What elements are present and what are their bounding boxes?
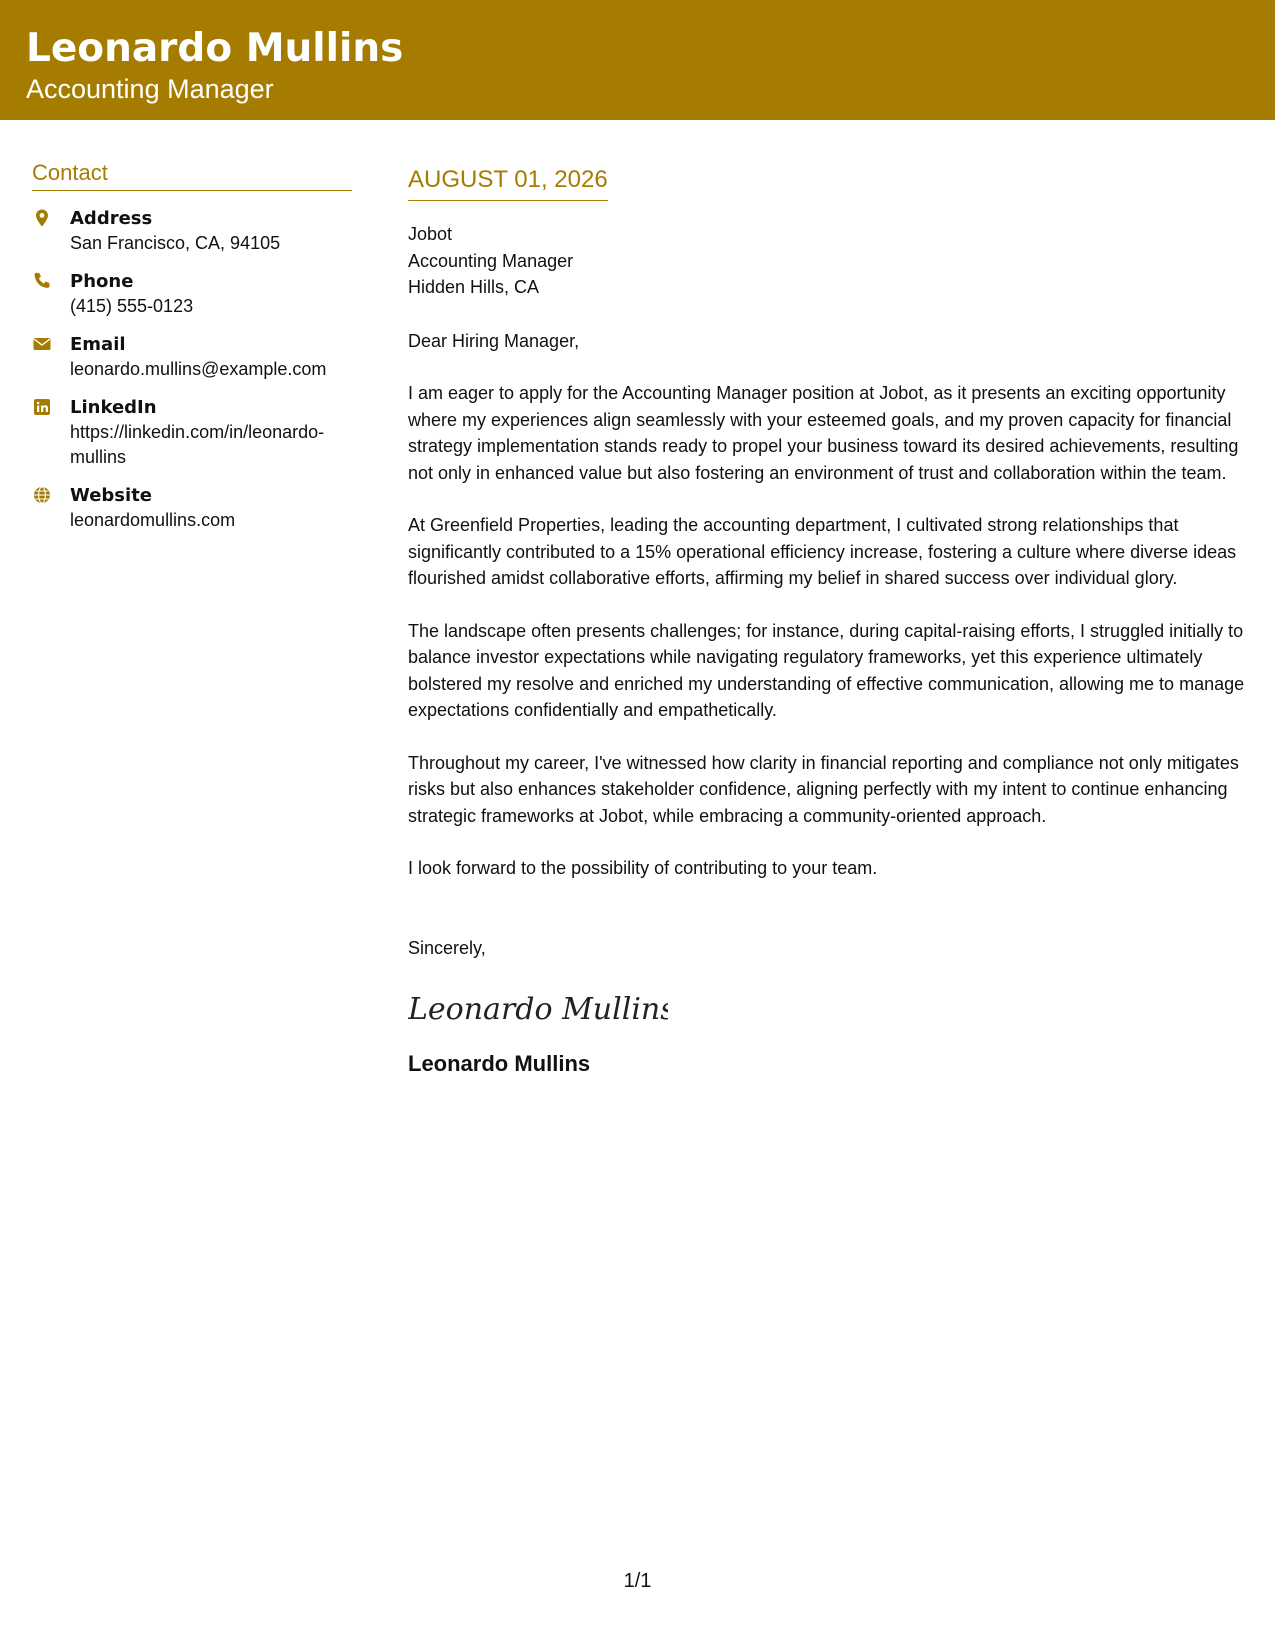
body-paragraph: The landscape often presents challenges; for instance, during capital-raising efforts, I struggled initially to balance investor expectations while navigating regulatory frameworks, yet this experience ultimately bolstered my resolve and enriched my understanding of effective communication, allowing me to manage expectations confidentially and empathetically. <box>408 620 1245 720</box>
linkedin-icon <box>32 396 70 470</box>
letter-date: AUGUST 01, 2026 <box>408 165 608 201</box>
recipient-location: Hidden Hills, CA <box>408 277 540 297</box>
contact-value: San Francisco, CA, 94105 <box>70 233 281 253</box>
signature-text: Leonardo Mullins <box>408 992 668 1027</box>
salutation: Dear Hiring Manager, <box>408 330 580 351</box>
signature-image <box>408 983 1253 1033</box>
contact-value: leonardomullins.com <box>70 510 236 530</box>
contact-section-title: Contact <box>32 160 352 191</box>
contact-item-email <box>32 333 352 382</box>
contact-value: (415) 555-0123 <box>70 296 194 316</box>
contact-sidebar <box>32 160 352 547</box>
recipient-position: Accounting Manager <box>408 250 574 271</box>
body-paragraph: Throughout my career, I've witnessed how clarity in financial reporting and compliance not only mitigates risks but also enhances stakeholder confidence, aligning perfectly with my intent to continue enhancing strategic frameworks at Jobot, while embracing a community-oriented approach. <box>408 752 1239 826</box>
body-paragraph: At Greenfield Properties, leading the accounting department, I cultivated strong relationships that significantly contributed to a 15% operational efficiency increase, fostering a culture where diverse ideas flourished amidst collaborative efforts, affirming my belief in shared success over individual glory. <box>408 515 1237 588</box>
contact-label: Address <box>70 208 153 229</box>
contact-item-address <box>32 207 352 256</box>
contact-label: Email <box>70 334 126 355</box>
applicant-name: Leonardo Mullins <box>26 26 404 71</box>
recipient-company: Jobot <box>408 224 453 244</box>
closing: Sincerely, <box>408 937 486 958</box>
map-pin-icon <box>32 207 70 256</box>
signer-name: Leonardo Mullins <box>408 1051 591 1076</box>
contact-label: Website <box>70 485 153 506</box>
phone-icon <box>32 270 70 319</box>
letter-body <box>408 165 1253 1078</box>
contact-item-website <box>32 484 352 533</box>
contact-item-linkedin <box>32 396 352 470</box>
envelope-icon <box>32 333 70 382</box>
recipient-block <box>408 221 1253 301</box>
contact-value: leonardo.mullins@example.com <box>70 359 327 379</box>
contact-item-phone <box>32 270 352 319</box>
globe-icon <box>32 484 70 533</box>
body-paragraph: I look forward to the possibility of contributing to your team. <box>408 858 878 878</box>
contact-value: https://linkedin.com/in/leonardo-mullins <box>70 422 325 467</box>
page-number: 1/1 <box>623 1570 652 1592</box>
body-paragraph: I am eager to apply for the Accounting Manager position at Jobot, as it presents an exciting opportunity where my experiences align seamlessly with your esteemed goals, and my proven capacity for financial strategy implementation stands ready to propel your business toward its desired achievements, resulting not only in enhanced value but also fostering an environment of trust and collaboration within the team. <box>408 383 1239 483</box>
header-banner <box>0 0 1275 120</box>
applicant-job-title: Accounting Manager <box>26 74 274 104</box>
contact-label: LinkedIn <box>70 397 157 418</box>
contact-label: Phone <box>70 271 134 292</box>
